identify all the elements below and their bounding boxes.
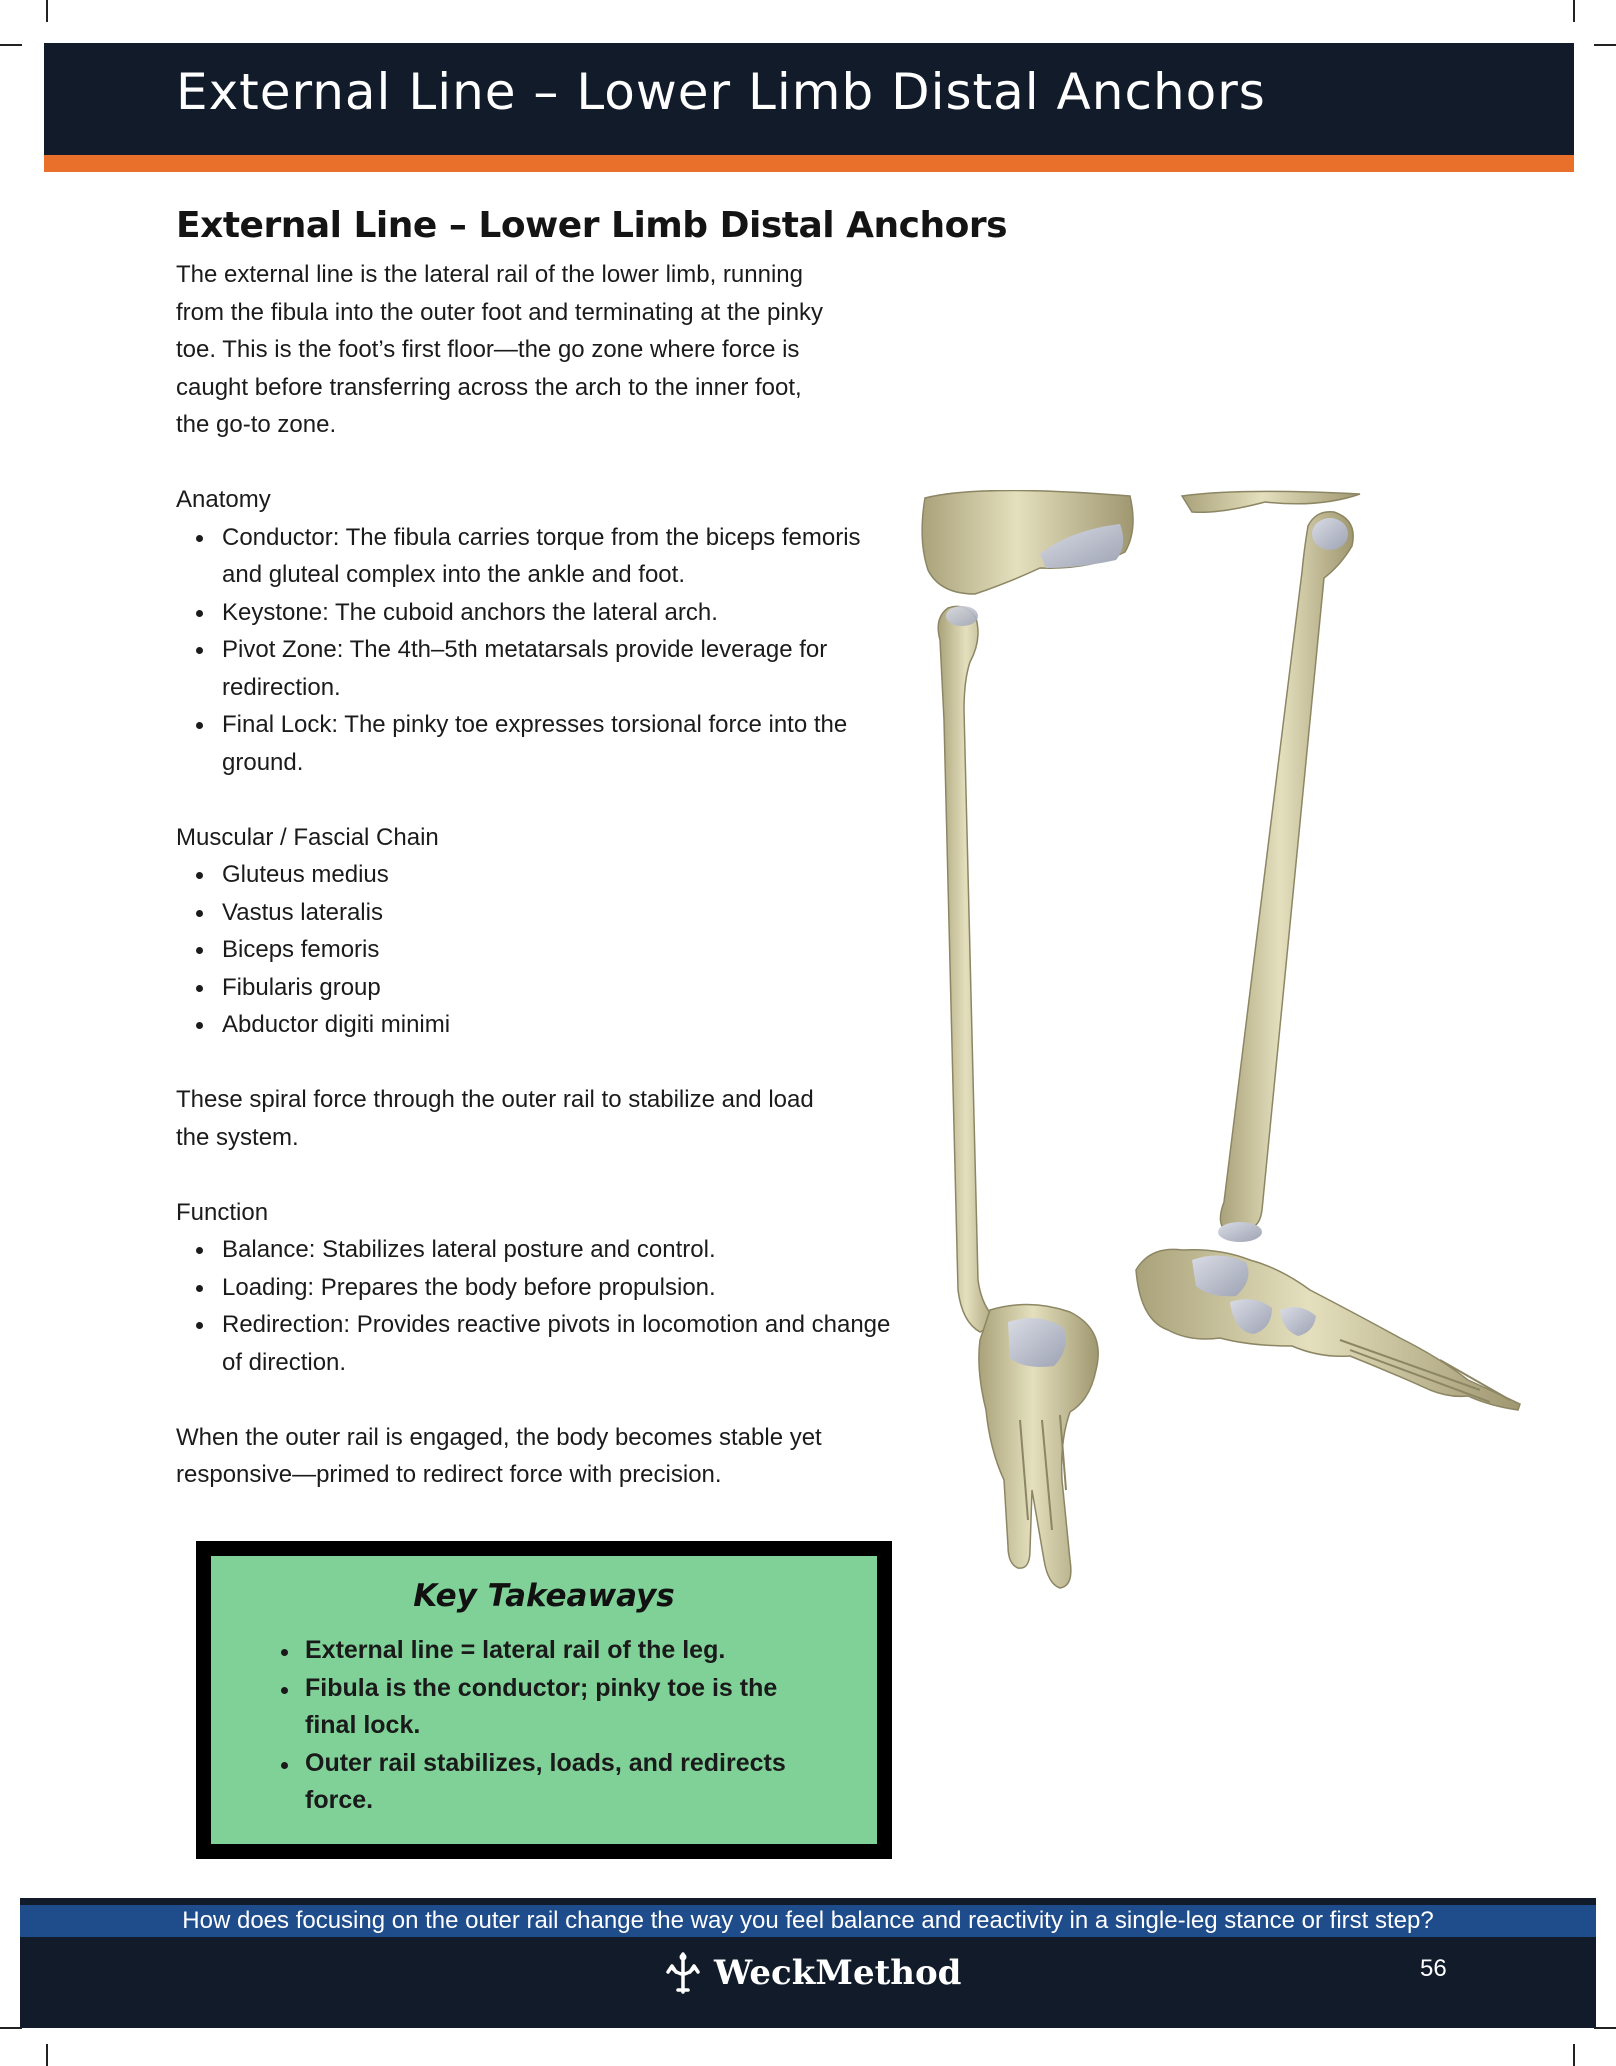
- crop-mark: [1594, 2027, 1616, 2029]
- crop-mark: [1573, 0, 1575, 22]
- list-item: Loading: Prepares the body before propulsion.: [222, 1269, 896, 1307]
- list-item: Pivot Zone: The 4th–5th metatarsals provide leverage for redirection.: [222, 631, 896, 706]
- muscular-label: Muscular / Fascial Chain: [176, 823, 439, 851]
- intro-line: the go-to zone.: [176, 411, 337, 438]
- key-takeaways-box: [196, 1541, 892, 1859]
- intro-line: caught before transferring across the arch to the inner foot,: [176, 373, 802, 401]
- list-item: Keystone: The cuboid anchors the lateral arch.: [222, 594, 896, 632]
- reflection-question: How does focusing on the outer rail change the way you feel balance and reactivity in a single-leg stance or first step?: [182, 1907, 1434, 1934]
- muscular-list: [176, 856, 896, 1044]
- foot-right: [1136, 1249, 1520, 1410]
- main-content: [176, 205, 1008, 1494]
- section-heading: External Line – Lower Limb Distal Anchors: [176, 205, 1008, 246]
- list-item: Vastus lateralis: [222, 894, 896, 932]
- page-title: External Line – Lower Limb Distal Anchors: [176, 63, 1266, 121]
- crop-mark: [0, 2027, 22, 2029]
- list-item: Redirection: Provides reactive pivots in locomotion and change of direction.: [222, 1306, 896, 1381]
- function-summary-line: responsive—primed to redirect force with precision.: [176, 1461, 722, 1488]
- list-item: Biceps femoris: [222, 931, 896, 969]
- muscular-summary-line: These spiral force through the outer rail to stabilize and load: [176, 1086, 814, 1113]
- logo-text: WeckMethod: [714, 1953, 962, 1993]
- intro-line: toe. This is the foot’s first floor—the go zone where force is: [176, 336, 800, 363]
- header-accent-bar: [44, 155, 1574, 172]
- function-label: Function: [176, 1198, 269, 1226]
- foot-left: [979, 1304, 1098, 1588]
- intro-paragraph: [176, 256, 896, 444]
- list-item: Fibularis group: [222, 969, 896, 1007]
- crop-mark: [46, 0, 48, 22]
- list-item: Final Lock: The pinky toe expresses torsional force into the ground.: [222, 706, 896, 781]
- page-header: [44, 43, 1574, 155]
- muscular-summary-line: the system.: [176, 1123, 299, 1151]
- intro-line: The external line is the lateral rail of the lower limb, running: [176, 261, 803, 288]
- crop-mark: [1594, 44, 1616, 46]
- fibula-right: [1218, 512, 1353, 1242]
- anatomy-list: [176, 519, 896, 782]
- lower-limb-bones-illustration: [920, 490, 1540, 1630]
- list-item: Outer rail stabilizes, loads, and redirects force.: [305, 1745, 805, 1820]
- crop-mark: [0, 44, 22, 46]
- femur-condyle-right: [1182, 491, 1360, 512]
- list-item: Fibula is the conductor; pinky toe is the final lock.: [305, 1670, 805, 1745]
- list-item: Abductor digiti minimi: [222, 1006, 896, 1044]
- page-number: 56: [1420, 1955, 1447, 1982]
- list-item: Balance: Stabilizes lateral posture and control.: [222, 1231, 896, 1269]
- crop-mark: [1573, 2044, 1575, 2066]
- anatomy-label: Anatomy: [176, 486, 271, 513]
- weckmethod-logo: [660, 1948, 961, 1998]
- list-item: Conductor: The fibula carries torque from the biceps femoris and gluteal complex into the ankle and foot.: [222, 519, 896, 594]
- intro-line: from the fibula into the outer foot and terminating at the pinky: [176, 298, 824, 326]
- trident-icon: [660, 1950, 706, 1996]
- reflection-question-bar: [20, 1905, 1596, 1937]
- function-summary-line: When the outer rail is engaged, the body becomes stable yet: [176, 1423, 822, 1451]
- femur-condyle-left: [922, 490, 1133, 594]
- function-list: [176, 1231, 896, 1381]
- crop-mark: [46, 2044, 48, 2066]
- key-takeaways-list: [211, 1632, 877, 1820]
- list-item: External line = lateral rail of the leg.: [305, 1632, 805, 1670]
- list-item: Gluteus medius: [222, 856, 896, 894]
- key-takeaways-title: Key Takeaways: [413, 1578, 675, 1614]
- fibula-left: [938, 606, 1000, 1332]
